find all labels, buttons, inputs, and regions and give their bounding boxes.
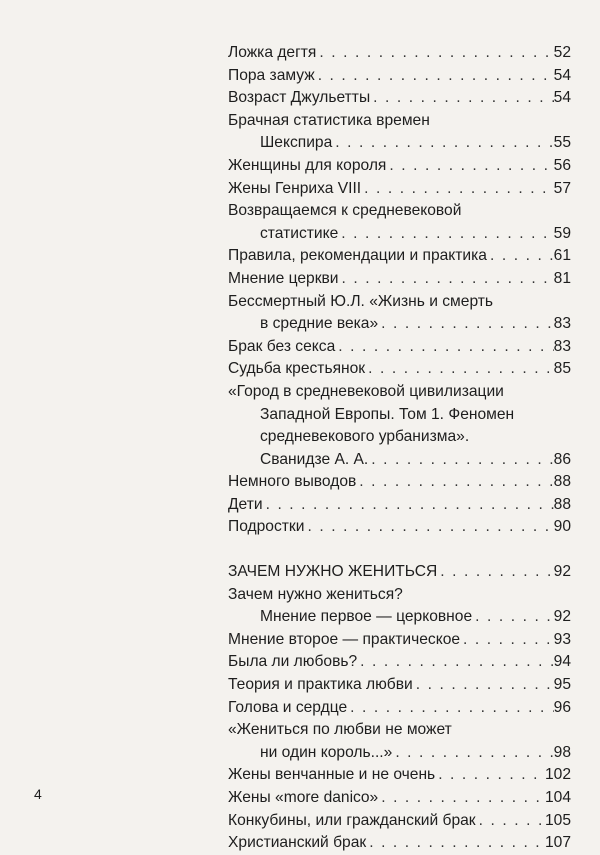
toc-entry-title: Жены венчанные и не очень (228, 766, 436, 784)
toc-entry (228, 651, 571, 674)
toc-entry (228, 155, 571, 178)
toc-entry-page: 52 (553, 44, 571, 61)
toc-entry-page: 85 (553, 360, 571, 378)
toc-entry-title: ЗАЧЕМ НУЖНО ЖЕНИТЬСЯ (228, 563, 438, 581)
toc-entry (228, 358, 571, 381)
toc-entry-page: 54 (553, 66, 571, 84)
toc-entry-title: Дети (228, 495, 263, 513)
toc-entry-page: 57 (553, 179, 571, 197)
toc-entry-title: «Город в средневековой цивилизации (228, 382, 504, 400)
toc-entry-page: 96 (553, 698, 571, 716)
dot-leader (378, 313, 554, 336)
toc-entry-page: 86 (553, 450, 571, 468)
dot-leader (361, 178, 554, 201)
toc-entry-title: Ложка дегтя (228, 44, 317, 61)
toc-entry (228, 697, 571, 720)
toc-entry (228, 268, 571, 291)
toc-entry (228, 245, 571, 268)
toc-entry-title: Жены Генриха VIII (228, 179, 362, 197)
toc-entry (228, 87, 571, 110)
toc-entry-title: Правила, рекомендации и практика (228, 247, 487, 265)
section-gap (228, 539, 571, 561)
toc-entry-page: 88 (553, 495, 571, 513)
dot-leader (356, 471, 553, 494)
toc-entry (228, 471, 571, 494)
dot-leader (338, 223, 553, 246)
toc-entry-title: Голова и сердце (228, 698, 348, 716)
dot-leader (386, 155, 553, 178)
toc-entry-title: Брак без секса (228, 337, 336, 355)
toc-entry-page: 90 (553, 518, 571, 536)
toc-entry (228, 42, 571, 65)
toc-entry (228, 832, 571, 855)
toc-entry-page: 88 (553, 473, 571, 491)
toc-entry-title: Мнение первое — церковное (260, 608, 473, 626)
toc-entry-page: 102 (544, 766, 571, 784)
toc-entry (228, 787, 571, 810)
toc-entry-title: Мнение церкви (228, 269, 339, 287)
toc-entry-title: Христианский брак (228, 834, 367, 852)
dot-leader (347, 697, 553, 720)
toc-entry-title: Была ли любовь? (228, 653, 358, 671)
dot-leader (476, 810, 545, 833)
toc-entry-page: 83 (553, 337, 571, 355)
toc-entry-page: 92 (553, 563, 571, 581)
dot-leader (435, 764, 545, 787)
toc-entry-title: Возраст Джульетты (228, 89, 371, 107)
dot-leader (413, 674, 554, 697)
toc-entry-page: 81 (553, 269, 571, 287)
dot-leader (332, 132, 553, 155)
toc-entry-page: 55 (553, 134, 571, 152)
toc-entry (228, 200, 571, 245)
toc-entry-page: 54 (553, 89, 571, 107)
toc-entry (228, 336, 571, 359)
toc-entry-title: Брачная статистика времен (228, 111, 430, 129)
page-number: 4 (34, 786, 42, 802)
toc-entry (228, 810, 571, 833)
dot-leader (339, 268, 554, 291)
toc-entry-title: Западной Европы. Том 1. Феномен (260, 405, 515, 423)
dot-leader (392, 742, 553, 765)
toc-entry (228, 516, 571, 539)
toc-entry-title: средневекового урбанизма». (260, 428, 470, 446)
toc-entry-title: Пора замуж (228, 66, 315, 84)
toc-entry-title: Женщины для короля (228, 156, 387, 174)
toc-entry-title: Возвращаемся к средневековой (228, 202, 462, 220)
table-of-contents (228, 42, 571, 855)
dot-leader (315, 65, 554, 88)
toc-entry (228, 178, 571, 201)
toc-entry-page: 104 (544, 789, 571, 806)
toc-entry-page: 95 (553, 676, 571, 694)
toc-entry-title: Шекспира (260, 134, 333, 152)
toc-entry-title: Мнение второе — практическое (228, 630, 461, 648)
toc-entry-title: Немного выводов (228, 473, 357, 491)
toc-entry-title: Теория и практика любви (228, 676, 413, 694)
toc-entry-page: 98 (553, 743, 571, 761)
toc-entry (228, 65, 571, 88)
toc-entry-title: Судьба крестьянок (228, 360, 366, 378)
dot-leader (368, 449, 553, 472)
toc-entry-page: 107 (544, 834, 571, 852)
dot-leader (487, 245, 554, 268)
dot-leader (263, 494, 554, 517)
dot-leader (316, 42, 553, 65)
toc-entry-title: «Жениться по любви не может (228, 721, 452, 739)
dot-leader (437, 561, 553, 584)
dot-leader (357, 651, 553, 674)
toc-entry (228, 674, 571, 697)
toc-entry-title: Зачем нужно жениться? (228, 585, 403, 603)
toc-entry-title: Жены «more danico» (228, 789, 379, 806)
toc-entry-title: Бессмертный Ю.Л. «Жизнь и смерть (228, 292, 494, 310)
toc-entry-title: Конкубины, или гражданский брак (228, 811, 476, 829)
toc-entry-page: 92 (553, 608, 571, 626)
toc-entry-title: Сванидзе А. А. (260, 450, 369, 468)
toc-entry (228, 764, 571, 787)
toc-entry (228, 719, 571, 764)
toc-entry-page: 61 (553, 247, 571, 265)
toc-entry-page: 59 (553, 224, 571, 242)
toc-entry-title: ни один король...» (260, 743, 393, 761)
dot-leader (304, 516, 553, 539)
toc-entry-page: 94 (553, 653, 571, 671)
toc-entry-title: Подростки (228, 518, 305, 536)
toc-entry-page: 93 (553, 630, 571, 648)
dot-leader (335, 336, 553, 359)
toc-entry (228, 584, 571, 629)
dot-leader (378, 787, 545, 810)
dot-leader (460, 629, 554, 652)
toc-entry (228, 381, 571, 471)
dot-leader (366, 832, 545, 855)
toc-entry-title: в средние века» (260, 315, 379, 333)
toc-entry (228, 629, 571, 652)
toc-entry-page: 83 (553, 315, 571, 333)
dot-leader (370, 87, 553, 110)
toc-entry-page: 56 (553, 156, 571, 174)
toc-entry (228, 561, 571, 584)
dot-leader (365, 358, 554, 381)
toc-entry (228, 494, 571, 517)
toc-entry-page: 105 (544, 811, 571, 829)
toc-entry (228, 291, 571, 336)
toc-entry (228, 110, 571, 155)
toc-entry-title: статистике (260, 224, 339, 242)
dot-leader (472, 606, 554, 629)
